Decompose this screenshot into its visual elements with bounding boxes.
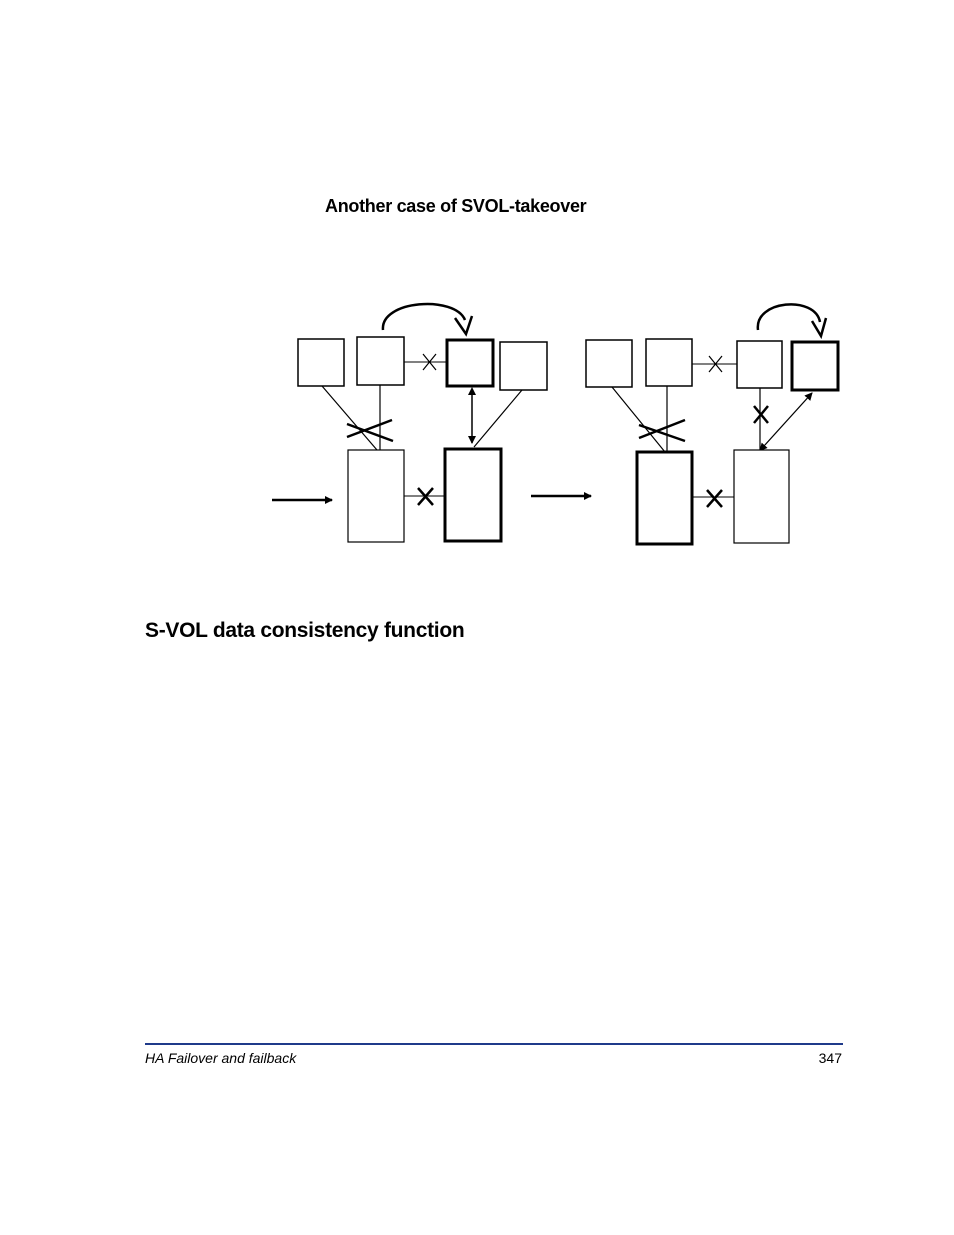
volume-box-pvol-active	[637, 452, 692, 544]
footer-rule	[145, 1043, 843, 1045]
host-box-2	[357, 337, 404, 385]
volume-box-svol	[734, 450, 789, 543]
section-heading: S-VOL data consistency function	[145, 619, 465, 642]
host-box-1	[298, 339, 344, 386]
left-panel	[272, 304, 547, 542]
path-line	[474, 390, 522, 447]
host-box-4	[500, 342, 547, 390]
host-box-4-active	[792, 342, 838, 390]
footer-chapter-title: HA Failover and failback	[145, 1050, 297, 1066]
bidirectional-arrow	[764, 393, 812, 446]
volume-box-pvol	[348, 450, 404, 542]
volume-box-svol	[445, 449, 501, 541]
host-box-3	[737, 341, 782, 388]
cross-mark-icon	[707, 490, 722, 507]
figure-caption: Another case of SVOL-takeover	[325, 196, 587, 216]
takeover-curve-arrow	[383, 304, 465, 330]
cross-mark-icon	[639, 420, 685, 441]
path-line	[612, 387, 665, 452]
host-box-2	[646, 339, 692, 386]
page-number: 347	[818, 1050, 842, 1066]
host-box-3-active	[447, 340, 493, 386]
path-line	[322, 386, 377, 450]
right-panel	[586, 304, 838, 544]
host-box-1	[586, 340, 632, 387]
cross-mark-icon	[754, 406, 768, 423]
takeover-curve-arrow	[758, 304, 820, 330]
